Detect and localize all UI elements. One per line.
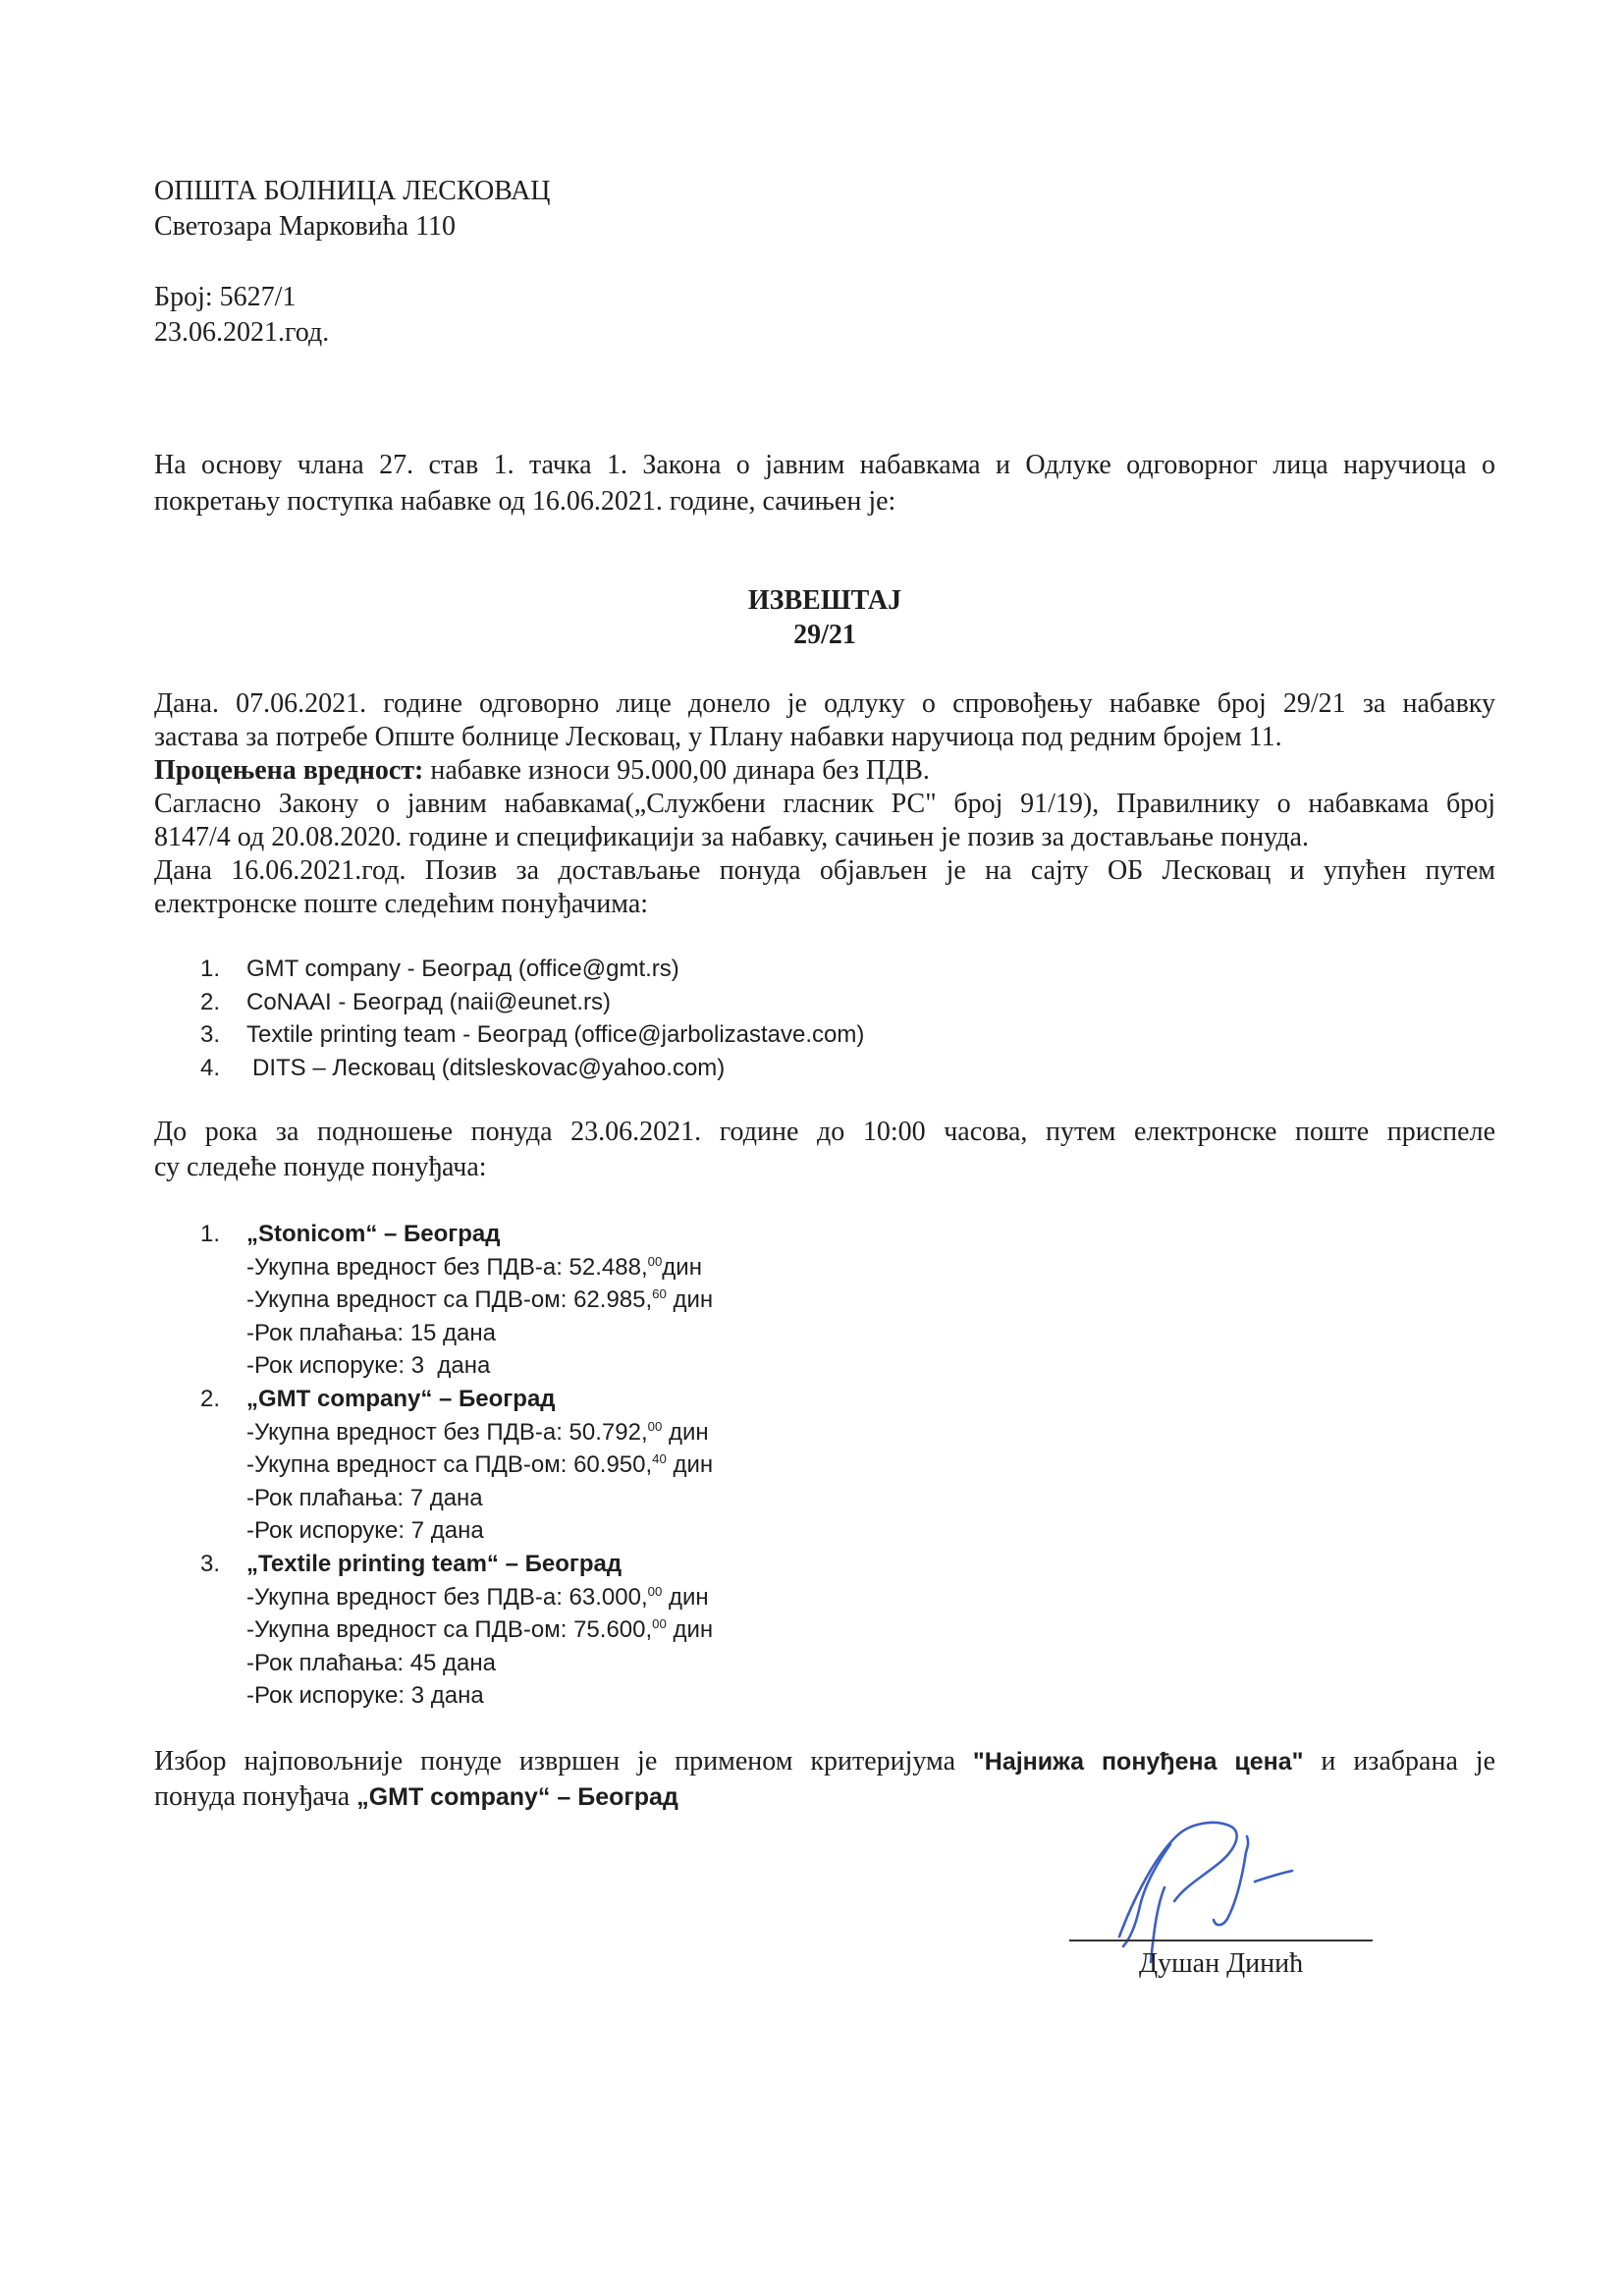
list-text: Textile printing team - Београд (office@jarbolizastave.com) [246, 1021, 865, 1048]
list-item [200, 1018, 1477, 1052]
institution-address: Светозара Марковића 110 [154, 211, 457, 242]
report-title [154, 583, 1495, 652]
body-line: Сагласно Закону о јавним набавкама(„Службени гласник РС" број 91/19), Правилнику о набавкама број [154, 789, 1495, 819]
conclusion-text: понуда понуђача [154, 1781, 357, 1812]
offer-total-with-vat [200, 1284, 1477, 1317]
offer-total-without-vat [200, 1416, 1477, 1449]
body-line: Дана 16.06.2021.год. Позив за достављање понуда објављен је на сајту ОБ Лесковац и упућен путем [154, 855, 1495, 886]
amount-decimals: 00 [647, 1253, 663, 1269]
offer-total-with-vat [200, 1613, 1477, 1647]
intro-line: На основу члана 27. став 1. тачка 1. Закона о јавним набавкама и Одлуке одговорног лица наручиоца о [154, 450, 1495, 480]
signature-line [1069, 1940, 1373, 1941]
report-number: 29/21 [793, 620, 856, 650]
intro-paragraph [154, 447, 1495, 519]
offers-list [200, 1218, 1477, 1713]
institution-name: ОПШТА БОЛНИЦА ЛЕСКОВАЦ [154, 176, 551, 206]
offer-bidder-name: „GMT company“ – Београд [246, 1385, 556, 1412]
list-text: GMT company - Београд (office@gmt.rs) [246, 956, 679, 982]
offer-number: 3. [200, 1550, 221, 1577]
signatory-name: Душан Динић [1139, 1948, 1304, 1979]
list-text: CoNAAI - Београд (naii@eunet.rs) [246, 988, 612, 1015]
selection-criterion: "Најнижа понуђена цена" [972, 1748, 1304, 1776]
received-line: су следеће понуде понуђача: [154, 1152, 487, 1182]
signature-stroke [1255, 1871, 1292, 1882]
body-line: Дана. 07.06.2021. године одговорно лице донело је одлуку о спровођењу набавке број 29/21 за набавку [154, 688, 1495, 719]
offer-number: 2. [200, 1385, 221, 1412]
body-line: 8147/4 од 20.08.2020. године и спецификацији за набавку, сачињен је позив за достављање понуда. [154, 822, 1309, 852]
list-item [200, 1052, 1477, 1085]
amount-text: -Укупна вредност без ПДВ-а: 50.792, [246, 1418, 648, 1446]
list-item [200, 986, 1477, 1019]
amount-decimals: 60 [652, 1285, 667, 1301]
list-number: 4. [200, 1054, 221, 1081]
body-line: електронске поште следећим понуђачима: [154, 889, 649, 919]
amount-decimals: 00 [647, 1418, 663, 1434]
amount-unit: дин [666, 1616, 714, 1644]
offer-heading [200, 1218, 1477, 1251]
offer-delivery-terms: -Рок испоруке: 3 дана [246, 1682, 484, 1710]
offer-total-without-vat [200, 1251, 1477, 1285]
offer-bidder-name: „Stonicom“ – Београд [246, 1221, 501, 1247]
offer-heading [200, 1383, 1477, 1416]
intro-line: покретању поступка набавке од 16.06.2021. године, сачињен је: [154, 486, 896, 517]
conclusion-text: Избор најповољније понуде извршен је применом критеријума [154, 1746, 973, 1777]
list-text: DITS – Лесковац (ditsleskovac@yahoo.com) [252, 1054, 726, 1081]
estimated-value-text: набавке износи 95.000,00 динара без ПДВ. [423, 755, 930, 786]
list-item [200, 953, 1477, 986]
list-number: 2. [200, 988, 221, 1015]
amount-text: -Укупна вредност без ПДВ-а: 63.000, [246, 1583, 648, 1611]
offer-total-with-vat [200, 1449, 1477, 1482]
report-heading: ИЗВЕШТАЈ [747, 585, 902, 616]
offer-bidder-name: „Textile printing team“ – Београд [246, 1550, 623, 1577]
received-line: До рока за подношење понуда 23.06.2021. године до 10:00 часова, путем електронске поште приспеле [154, 1117, 1495, 1147]
list-number: 1. [200, 956, 221, 982]
amount-unit: дин [662, 1418, 709, 1446]
body-line: застава за потребе Опште болнице Лесковац, у Плану набавки наручиоца под редним бројем 11. [154, 722, 1282, 752]
amount-decimals: 40 [652, 1450, 667, 1466]
signature-stroke [1123, 1844, 1170, 1946]
offer-payment-terms: -Рок плаћања: 7 дана [246, 1484, 483, 1511]
amount-unit: дин [666, 1286, 714, 1314]
amount-text: -Укупна вредност са ПДВ-ом: 60.950, [246, 1451, 653, 1479]
estimated-value-label: Процењена вредност: [154, 755, 424, 786]
conclusion-line [154, 1779, 1495, 1815]
document-reference [154, 280, 1495, 351]
conclusion-line [154, 1744, 1495, 1779]
amount-unit: дин [662, 1583, 709, 1611]
amount-decimals: 00 [652, 1615, 667, 1631]
received-offers-paragraph [154, 1115, 1495, 1185]
offer-payment-terms: -Рок плаћања: 15 дана [246, 1319, 497, 1346]
conclusion-paragraph [154, 1744, 1495, 1815]
offer-heading [200, 1548, 1477, 1581]
offer-delivery-terms: -Рок испоруке: 3 дана [246, 1352, 491, 1380]
report-body [154, 687, 1495, 921]
offer-delivery-terms: -Рок испоруке: 7 дана [246, 1517, 484, 1545]
invited-bidders-list [200, 953, 1477, 1084]
amount-text: -Укупна вредност са ПДВ-ом: 62.985, [246, 1286, 653, 1314]
document-number: Број: 5627/1 [154, 282, 297, 312]
amount-unit: дин [666, 1451, 714, 1479]
estimated-value-line [154, 754, 1495, 788]
selected-bidder: „GMT company“ – Београд [356, 1783, 678, 1811]
amount-text: -Укупна вредност без ПДВ-а: 52.488, [246, 1253, 648, 1281]
document-date: 23.06.2021.год. [154, 317, 330, 348]
amount-text: -Укупна вредност са ПДВ-ом: 75.600, [246, 1616, 653, 1644]
amount-decimals: 00 [647, 1583, 663, 1599]
conclusion-text: и изабрана је [1303, 1746, 1496, 1777]
offer-payment-terms: -Рок плаћања: 45 дана [246, 1649, 497, 1676]
amount-unit: дин [662, 1253, 702, 1281]
offer-number: 1. [200, 1221, 221, 1247]
offer-total-without-vat [200, 1581, 1477, 1614]
institution-header [154, 174, 1495, 245]
list-number: 3. [200, 1021, 221, 1048]
